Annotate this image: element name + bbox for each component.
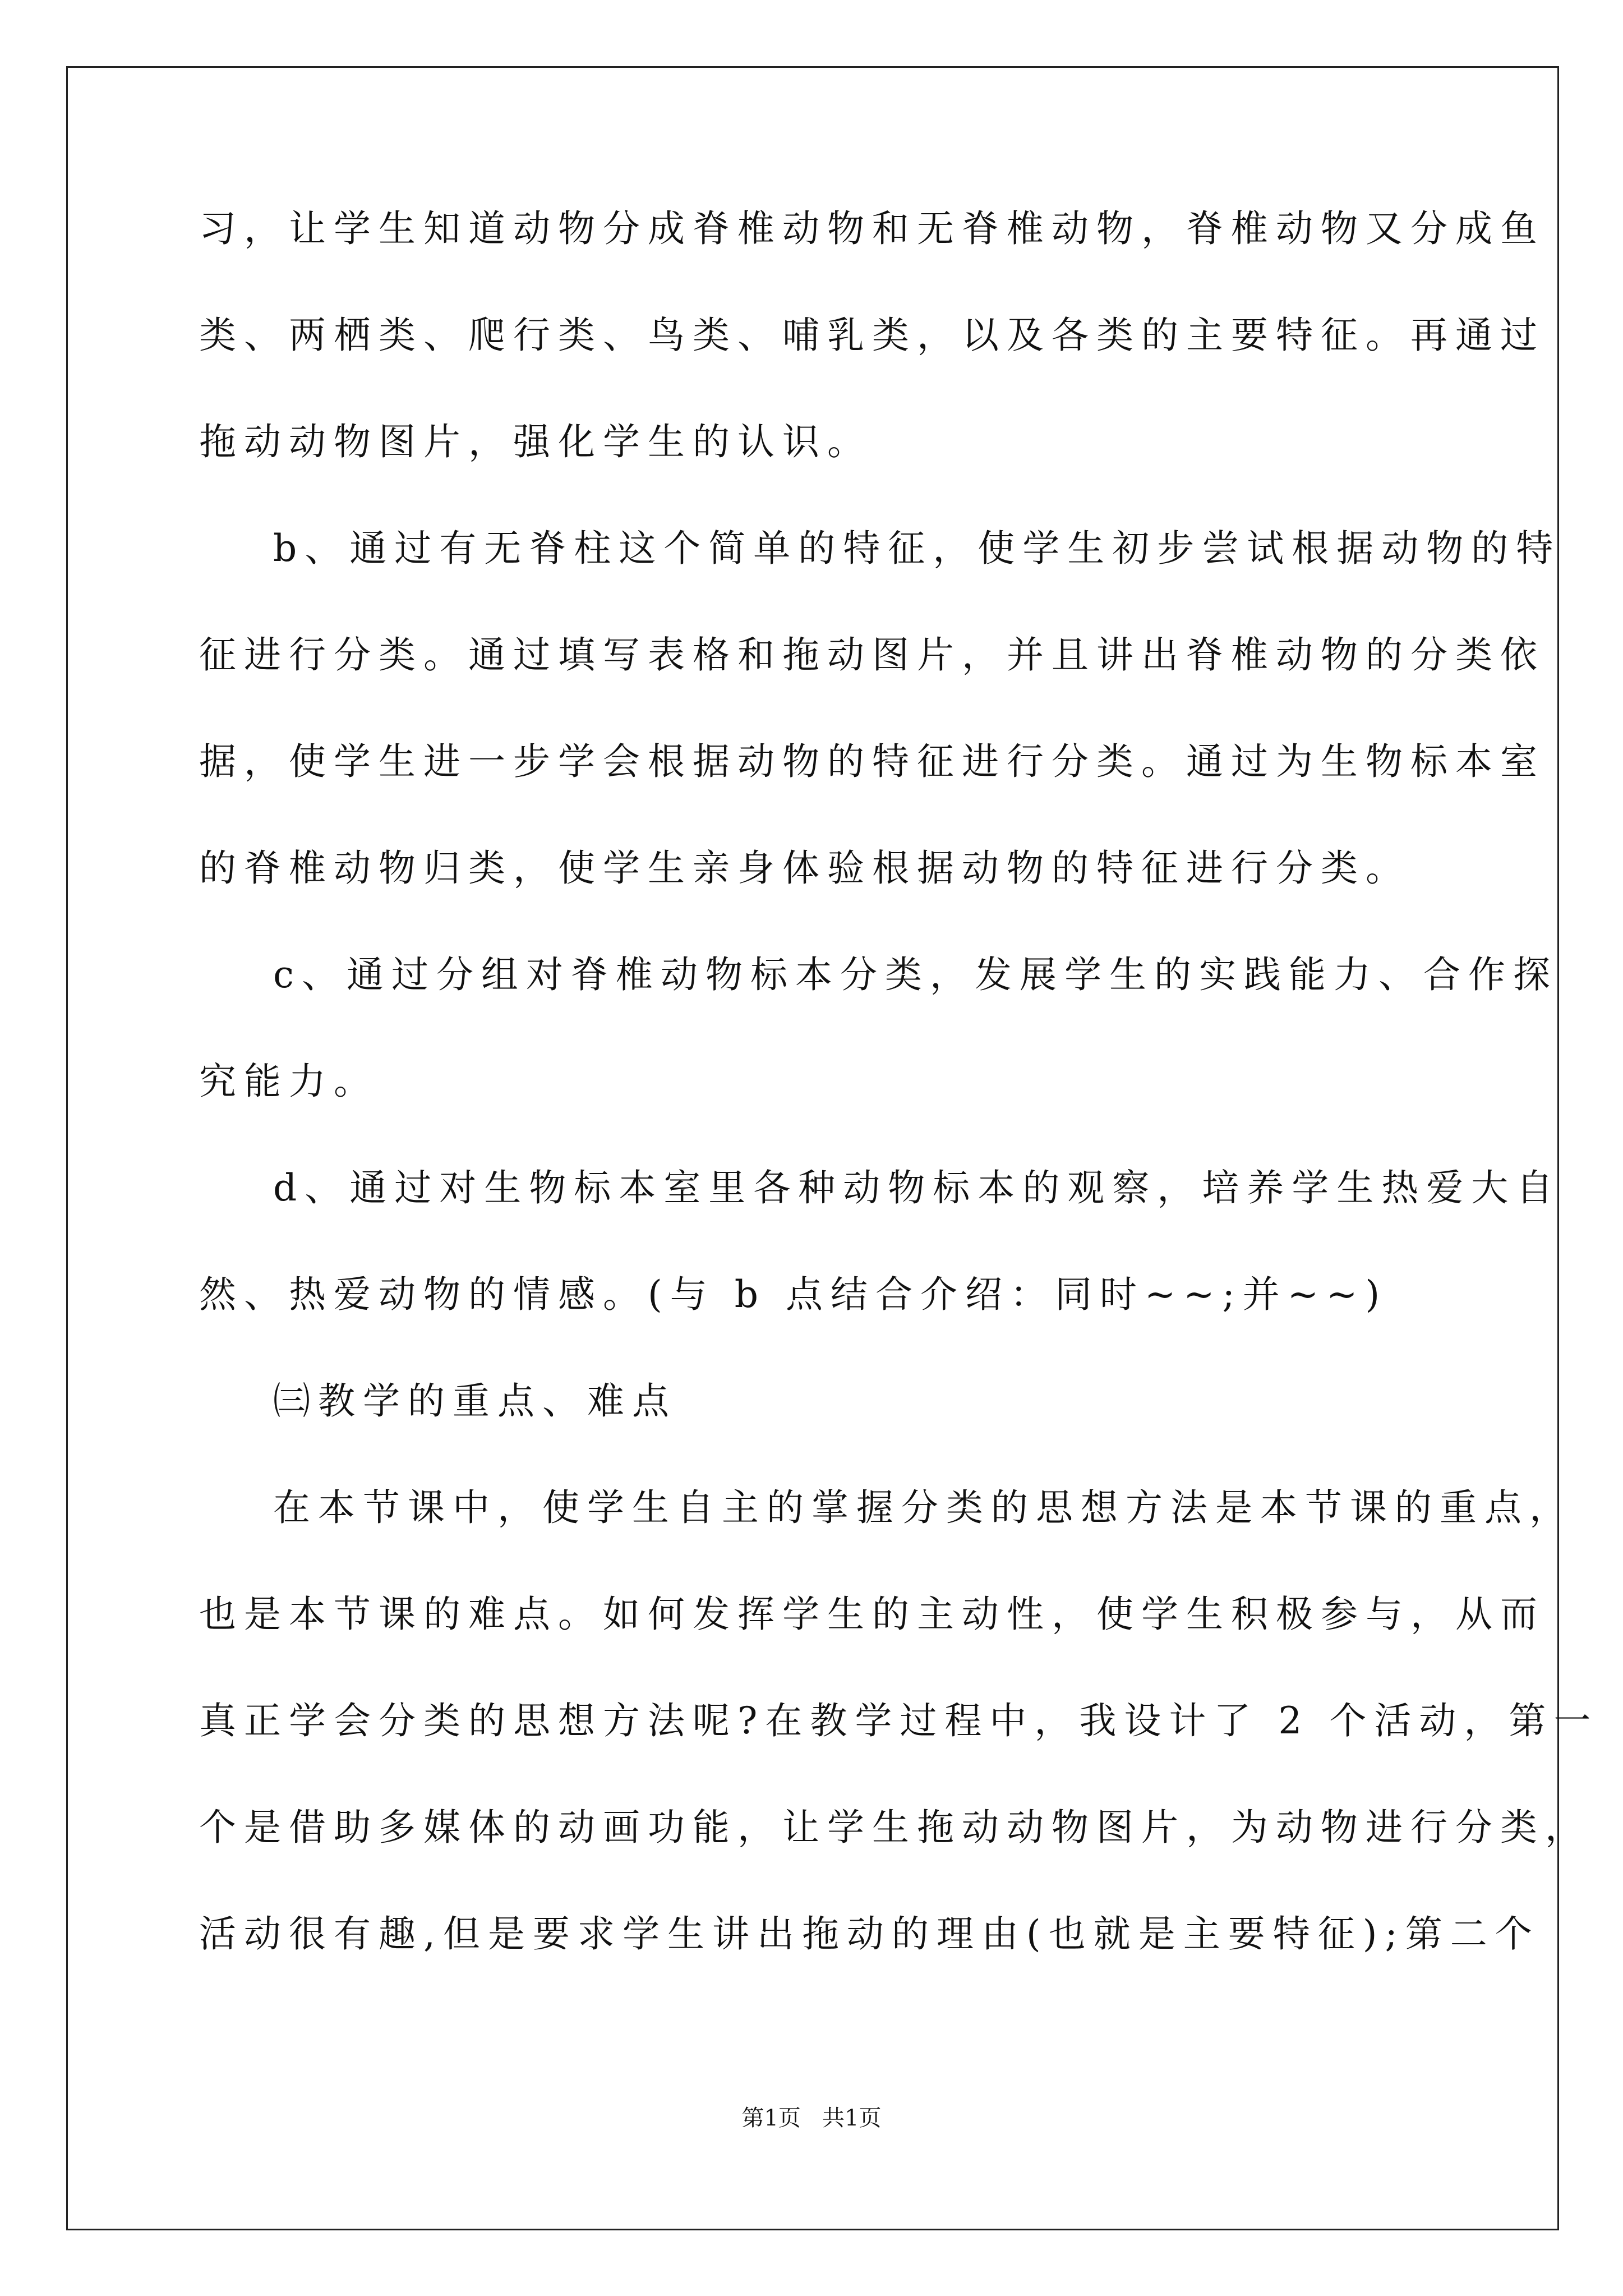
text-line: 类、两栖类、爬行类、鸟类、哺乳类，以及各类的主要特征。再通过 — [199, 314, 1545, 357]
text-line: 然、热爱动物的情感。(与 b 点结合介绍：同时~~;并~~) — [199, 1273, 1388, 1316]
page-footer: 第1页 共1页 — [741, 2105, 882, 2131]
text-line: 习，让学生知道动物分成脊椎动物和无脊椎动物，脊椎动物又分成鱼 — [199, 207, 1545, 250]
paragraph-c-start: c、通过分组对脊椎动物标本分类，发展学生的实践能力、合作探 — [273, 953, 1558, 996]
text-line: 征进行分类。通过填写表格和拖动图片，并且讲出脊椎动物的分类依 — [199, 633, 1545, 677]
paragraph-b-start: b、通过有无脊柱这个简单的特征，使学生初步尝试根据动物的特 — [273, 527, 1561, 570]
text-line: 拖动动物图片，强化学生的认识。 — [199, 420, 872, 463]
text-line: 真正学会分类的思想方法呢?在教学过程中，我设计了 2 个活动，第一 — [199, 1699, 1599, 1742]
text-line: 个是借助多媒体的动画功能，让学生拖动动物图片，为动物进行分类， — [199, 1806, 1590, 1849]
text-line: 也是本节课的难点。如何发挥学生的主动性，使学生积极参与，从而 — [199, 1593, 1545, 1636]
text-line: 究能力。 — [199, 1060, 379, 1103]
paragraph-focus-start: 在本节课中，使学生自主的掌握分类的思想方法是本节课的重点， — [273, 1486, 1574, 1529]
text-line: 活动很有趣,但是要求学生讲出拖动的理由(也就是主要特征);第二个 — [199, 1912, 1540, 1955]
paragraph-d-start: d、通过对生物标本室里各种动物标本的观察，培养学生热爱大自 — [273, 1166, 1561, 1209]
section-heading: ㈢教学的重点、难点 — [273, 1379, 677, 1423]
document-body — [199, 207, 1599, 2022]
text-line: 的脊椎动物归类，使学生亲身体验根据动物的特征进行分类。 — [199, 846, 1410, 890]
text-line: 据，使学生进一步学会根据动物的特征进行分类。通过为生物标本室 — [199, 740, 1545, 783]
